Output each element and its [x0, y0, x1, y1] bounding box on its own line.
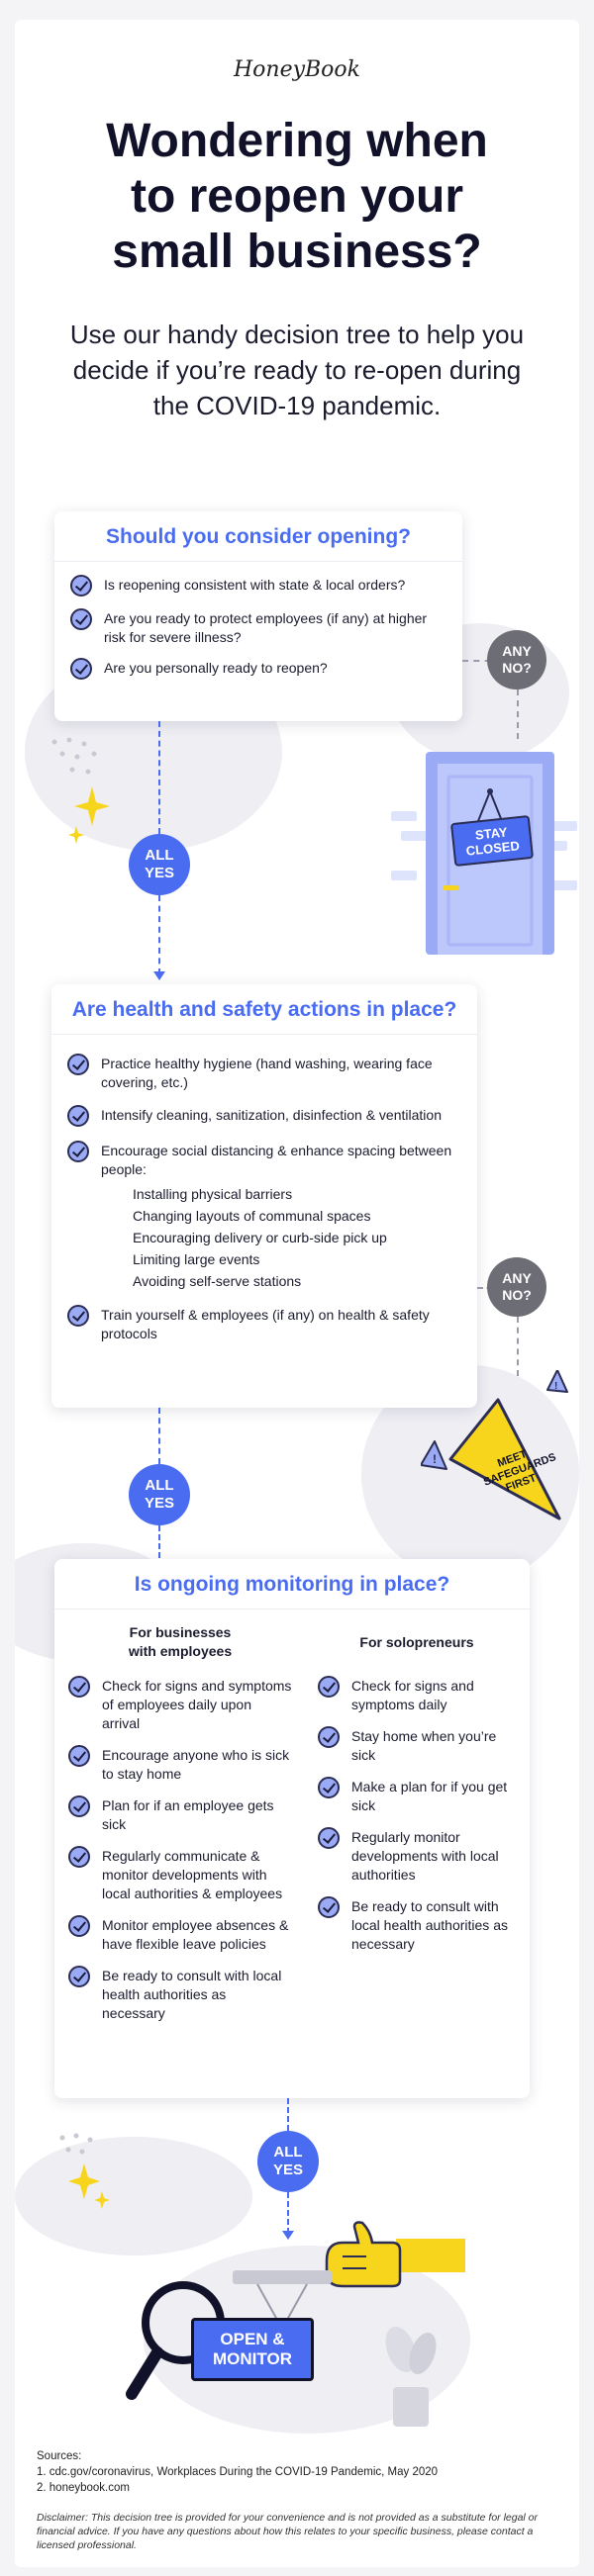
- checklist-item: Regularly communicate & monitor developments with local authorities & employees: [68, 1847, 292, 1903]
- section-1-card: [54, 511, 462, 721]
- section-2-title: Are health and safety actions in place?: [51, 984, 477, 1035]
- connector-line: [158, 895, 160, 974]
- employees-column: [68, 1623, 306, 2023]
- check-icon: [318, 1676, 340, 1698]
- arrow-down-icon: [153, 971, 165, 980]
- sparkle-icon: [54, 2132, 114, 2221]
- check-icon: [67, 1141, 89, 1162]
- employees-column-heading: For businesses with employees: [128, 1624, 233, 1659]
- check-icon: [67, 1305, 89, 1327]
- plant-icon: [371, 2310, 450, 2429]
- sub-item: Encouraging delivery or curb-side pick up: [133, 1230, 387, 1245]
- check-icon: [68, 1676, 90, 1698]
- check-icon: [70, 608, 92, 630]
- any-no-badge: ANY NO?: [487, 630, 546, 690]
- source-item: 1. cdc.gov/coronavirus, Workplaces During the COVID-19 Pandemic, May 2020: [37, 2466, 439, 2478]
- check-icon: [318, 1726, 340, 1748]
- checklist-item: Is reopening consistent with state & local orders?: [70, 576, 443, 598]
- sources-label: Sources:: [37, 2450, 82, 2462]
- checklist-item: Check for signs and symptoms of employees daily upon arrival: [68, 1677, 292, 1733]
- connector-line: [517, 1317, 519, 1376]
- svg-text:!: !: [433, 1452, 437, 1466]
- sub-item: Limiting large events: [133, 1251, 260, 1267]
- check-icon: [68, 1795, 90, 1817]
- sign-hanger-icon: [228, 2265, 337, 2325]
- sparkle-icon: [64, 777, 124, 846]
- source-item: 2. honeybook.com: [37, 2482, 130, 2494]
- check-icon: [318, 1777, 340, 1798]
- checklist-item: Intensify cleaning, sanitization, disinfection & ventilation: [67, 1106, 461, 1128]
- check-icon: [68, 1966, 90, 1987]
- checklist-item: Are you ready to protect employees (if any) at higher risk for severe illness?: [70, 609, 443, 647]
- check-icon: [70, 575, 92, 597]
- checklist-item: Practice healthy hygiene (hand washing, wearing face covering, etc.): [67, 1055, 461, 1092]
- title-line-1: Wondering when: [106, 115, 488, 167]
- check-icon: [67, 1054, 89, 1075]
- check-icon: [70, 658, 92, 680]
- sub-item: Installing physical barriers: [133, 1186, 293, 1202]
- checklist-item: Plan for if an employee gets sick: [68, 1796, 292, 1834]
- svg-text:!: !: [554, 1381, 558, 1392]
- solopreneurs-column: [306, 1623, 516, 2023]
- section-2-card: [51, 984, 477, 1408]
- arrow-down-icon: [282, 2231, 294, 2240]
- checklist-item: Check for signs and symptoms daily: [318, 1677, 516, 1714]
- page-title: [35, 114, 559, 280]
- checklist-item: Be ready to consult with local health authorities as necessary: [318, 1897, 516, 1954]
- background-blob: [15, 2137, 252, 2255]
- checklist-item: Encourage anyone who is sick to stay home: [68, 1746, 292, 1784]
- check-icon: [67, 1105, 89, 1127]
- checklist-item: Monitor employee absences & have flexible leave policies: [68, 1916, 292, 1954]
- check-icon: [68, 1846, 90, 1868]
- any-no-badge: ANY NO?: [487, 1257, 546, 1317]
- connector-line: [287, 2192, 289, 2234]
- section-3-title: Is ongoing monitoring in place?: [54, 1559, 530, 1610]
- sources: [37, 2448, 561, 2496]
- sub-item: Changing layouts of communal spaces: [133, 1208, 371, 1224]
- check-icon: [318, 1827, 340, 1849]
- all-yes-badge: ALL YES: [129, 834, 190, 895]
- infographic-sheet: [15, 20, 579, 2567]
- honeybook-logo: HoneyBook: [233, 57, 361, 82]
- checklist-item: Encourage social distancing & enhance spacing between people:: [67, 1142, 461, 1179]
- meet-safeguards-sign: MEET SAFEGUARDS FIRST: [481, 1447, 558, 1495]
- check-icon: [68, 1915, 90, 1937]
- page-subtitle: Use our handy decision tree to help you decide if you’re ready to re-open during the COVID-19 pandemic.: [69, 320, 525, 420]
- sub-item: Avoiding self-serve stations: [133, 1273, 302, 1289]
- checklist-item: Stay home when you’re sick: [318, 1727, 516, 1765]
- connector-line: [158, 721, 160, 834]
- section-3-card: [54, 1559, 530, 2098]
- solopreneurs-column-heading: For solopreneurs: [359, 1634, 474, 1650]
- check-icon: [68, 1745, 90, 1767]
- all-yes-badge: ALL YES: [257, 2131, 319, 2192]
- checklist-item: Are you personally ready to reopen?: [70, 659, 443, 681]
- title-line-2: to reopen your: [130, 170, 464, 223]
- connector-line: [158, 1408, 160, 1464]
- connector-line: [287, 2098, 289, 2131]
- dots-icon: [45, 732, 124, 782]
- connector-line: [517, 690, 519, 739]
- disclaimer: Disclaimer: This decision tree is provided for your convenience and is not provided as a substitute for legal or financial advice. If you have any questions about how this relates to your specific business, please contact a licensed professional.: [37, 2512, 539, 2551]
- check-icon: [318, 1896, 340, 1918]
- title-line-3: small business?: [112, 226, 482, 278]
- stay-closed-sign: STAY CLOSED: [450, 815, 534, 867]
- all-yes-badge: ALL YES: [129, 1464, 190, 1525]
- section-1-title: Should you consider opening?: [54, 511, 462, 562]
- checklist-item: Make a plan for if you get sick: [318, 1778, 516, 1815]
- checklist-item: Be ready to consult with local health authorities as necessary: [68, 1967, 292, 2023]
- open-monitor-sign: OPEN & MONITOR: [191, 2318, 314, 2381]
- checklist-item: Regularly monitor developments with local authorities: [318, 1828, 516, 1885]
- checklist-item: Train yourself & employees (if any) on health & safety protocols: [67, 1306, 461, 1343]
